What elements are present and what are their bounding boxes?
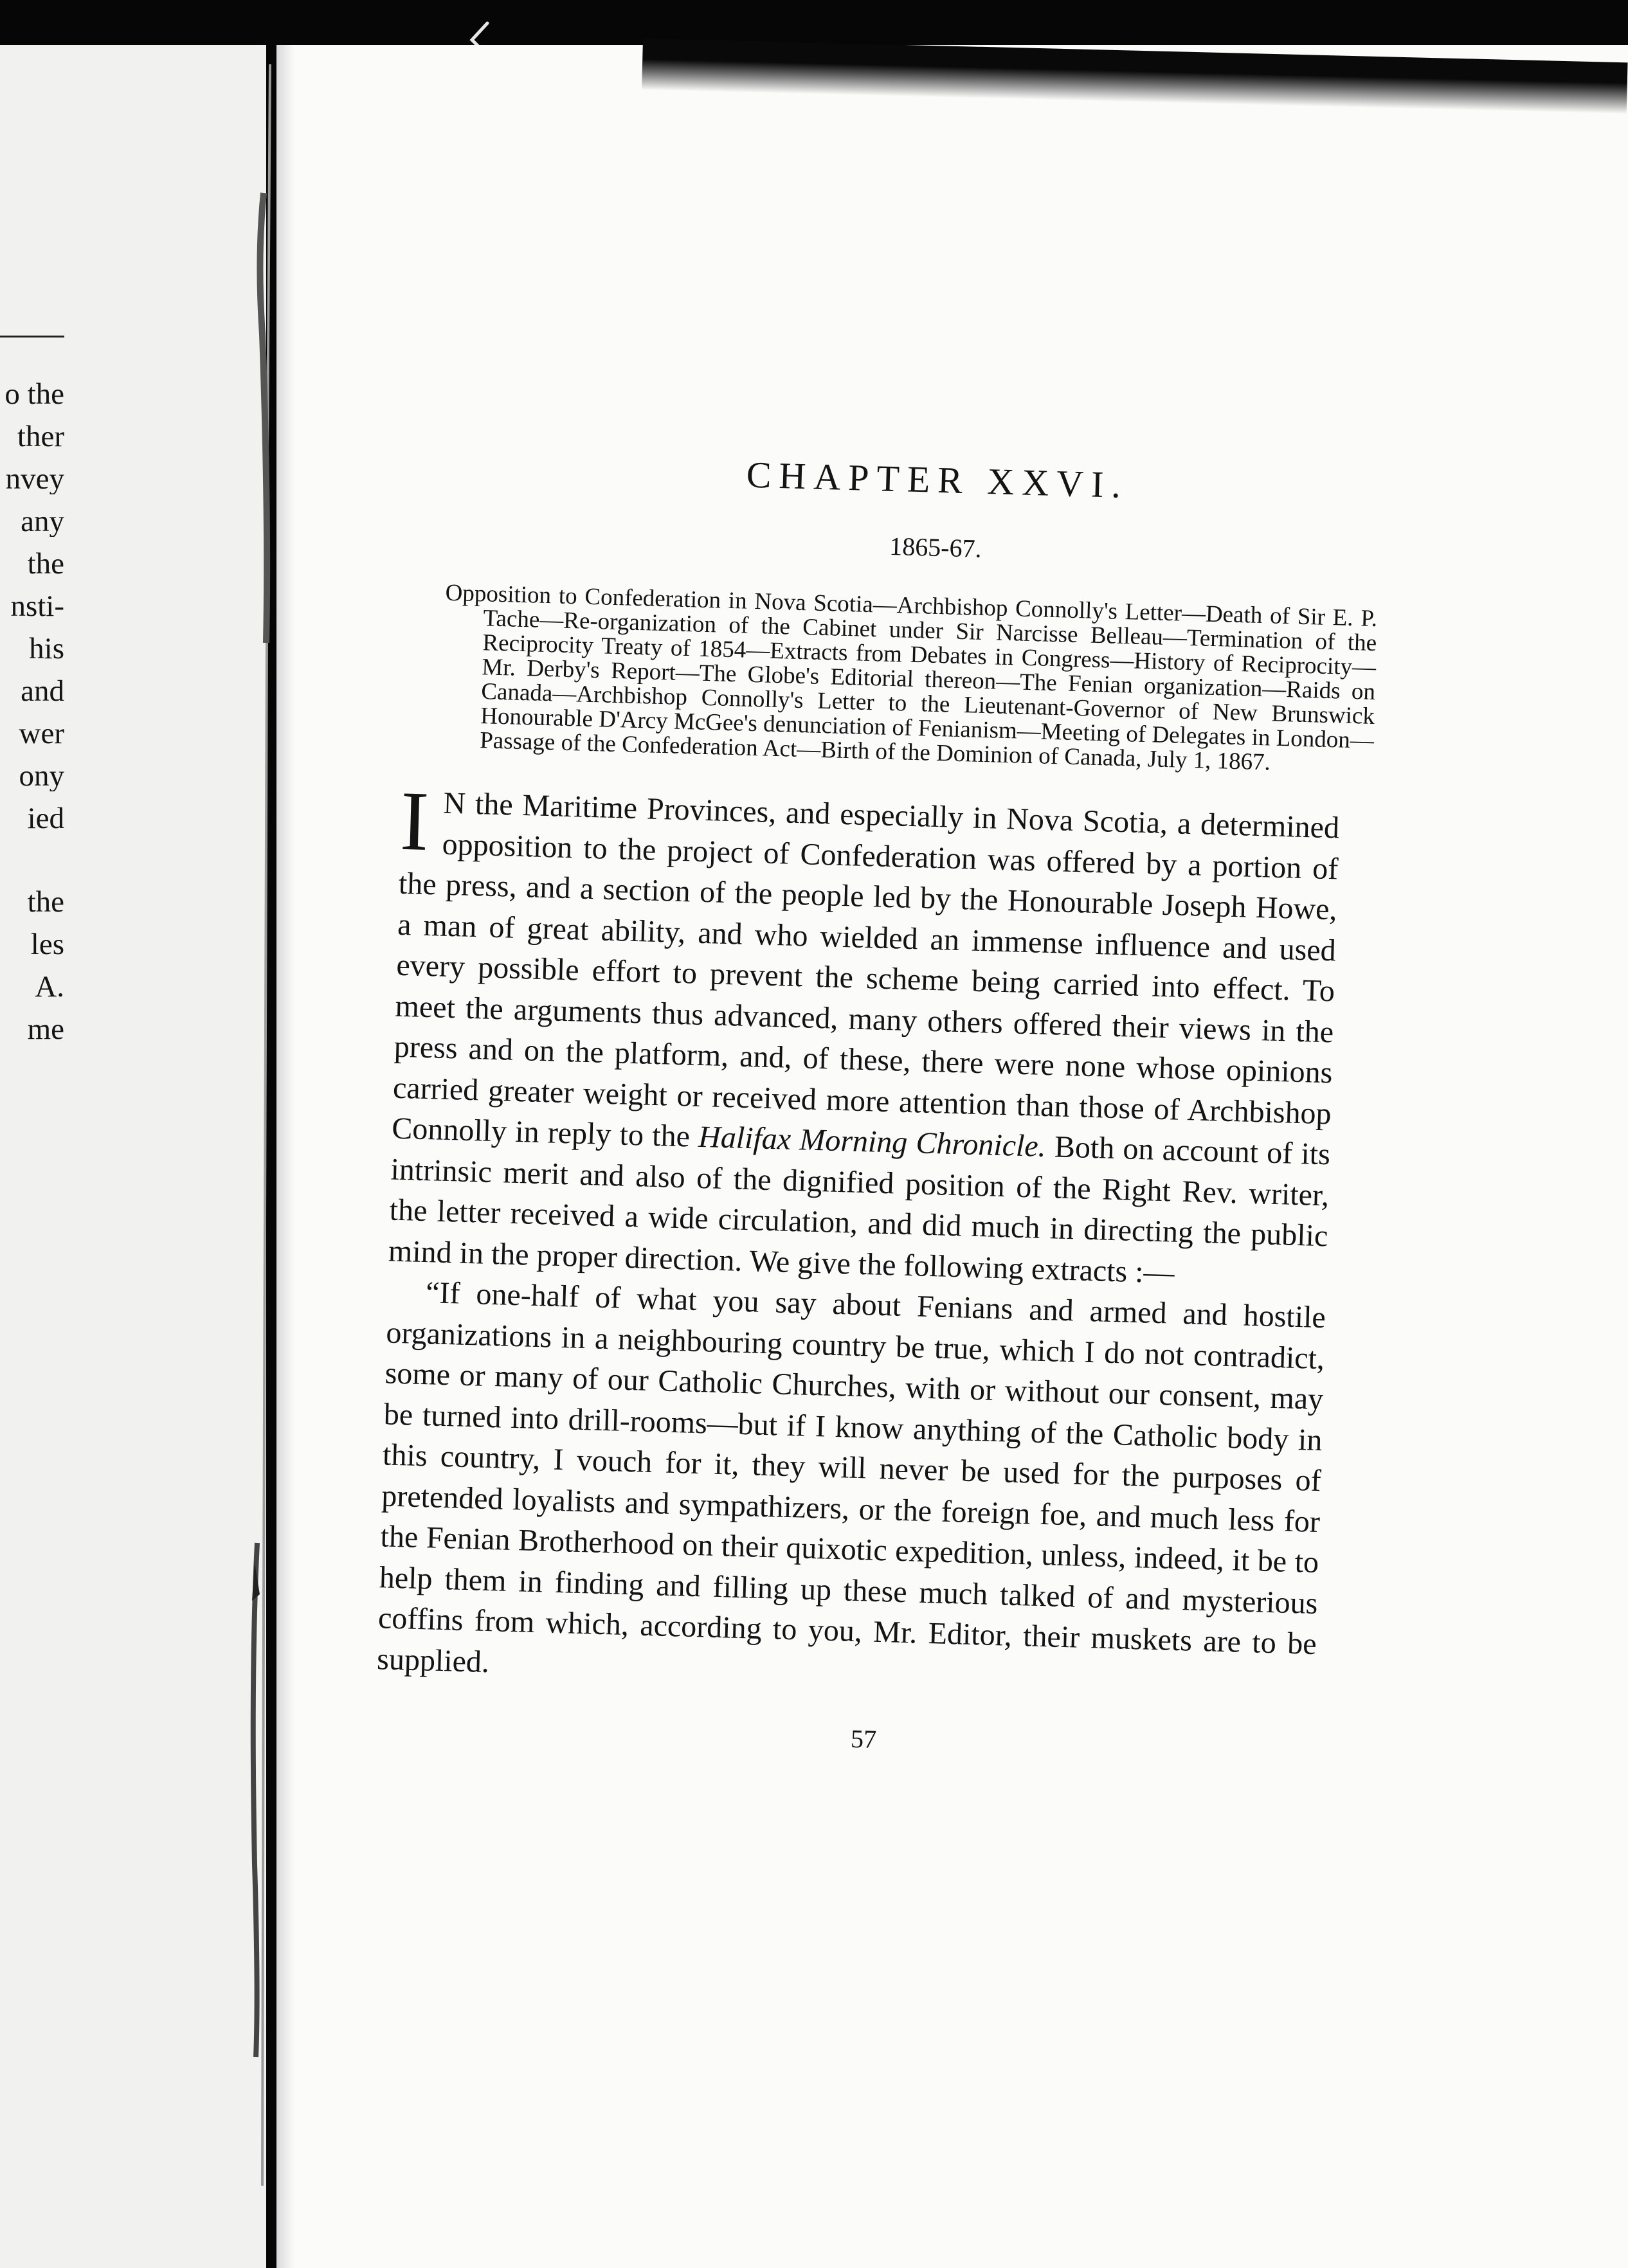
- paragraph: [388, 773, 1340, 1297]
- page-content: [375, 424, 1389, 1768]
- left-line-fragment: his: [29, 634, 64, 664]
- book-gutter: [238, 64, 283, 2186]
- left-line-fragment: les: [30, 930, 64, 960]
- left-line-fragment: me: [27, 1014, 64, 1045]
- left-line-fragment: ther: [17, 422, 64, 452]
- left-line-fragment: the: [27, 887, 64, 917]
- left-line-fragment: wer: [19, 719, 64, 749]
- left-line-fragment: and: [21, 676, 64, 706]
- left-line-fragment: ied: [27, 804, 64, 834]
- left-line-fragment: the: [27, 549, 64, 579]
- left-line-fragment: ony: [19, 761, 64, 791]
- left-line-fragment: o the: [5, 379, 64, 410]
- paragraph-text: Both on account of its intrinsic merit and also of the dignified position of the Right Rev. writer, the letter received a wide circulation, and did much in directing the public mind in the proper direction. We give the following extracts :—: [388, 1129, 1331, 1290]
- left-line-fragment: nsti-: [10, 591, 64, 622]
- page-number: 57: [850, 1724, 877, 1754]
- left-line-fragment: nvey: [5, 464, 64, 494]
- left-line-fragment: A.: [35, 972, 64, 1002]
- paragraph-text: N the Maritime Provinces, and especially in Nova Scotia, a determined opposition to the project of Confederation was offered by a portion of the press, and a section of the people led by the Honourable Joseph Howe, a man of great ability, and who wielded an immense influence and used every possible effort to prevent the scheme being carried into effect. To meet the arguments thus advanced, many others offered their views in the press and on the platform, and, of these, there were none whose opinions carried greater weight or received more attention than those of Archbishop Connolly in reply to the: [391, 786, 1340, 1154]
- chapter-synopsis: Opposition to Confederation in Nova Scotia—Archbishop Connolly's Letter—Death of Sir E. P. Tache—Re-organization of the Cabinet under Sir Narcisse Belleau—Termination of the Reciprocity Treaty of 1854—Extracts from Debates in Congress—History of Reciprocity—Mr. Derby's Report—The Globe's Editorial thereon—The Fenian organization—Raids on Canada—Archbishop Connolly's Letter to the Lieutenant-Governor of New Brunswick Honourable D'Arcy McGee's denunciation of Fenianism—Meeting of Delegates in London—Passage of the Confederation Act—Birth of the Dominion of Canada, July 1, 1867.: [445, 579, 1378, 776]
- chapter-title: CHAPTER XXVI.: [745, 453, 1129, 507]
- paragraph: “If one-half of what you say about Fenians and armed and hostile organizations in a neighbouring country be true, which I do not contradict, some or many of our Catholic Churches, with or without our consent, may be turned into drill-rooms—but if I know anything of the Catholic body in this country, I vouch for it, they will never be used for the purposes of pretended loyalists and sympathizers, or the foreign foe, and much less for the Fenian Brotherhood on their quixotic expedition, unless, indeed, it be to help them in finding and filling up these much talked of and mysterious coffins from which, according to you, Mr. Editor, their muskets are to be supplied.: [376, 1275, 1326, 1679]
- left-page-rule: [0, 336, 64, 338]
- drop-cap: I: [399, 773, 430, 869]
- left-line-fragment: any: [21, 507, 64, 537]
- newspaper-title: Halifax Morning Chronicle.: [698, 1119, 1047, 1164]
- chapter-years: 1865-67.: [889, 531, 982, 563]
- body-text: [376, 773, 1340, 1706]
- left-page: [0, 45, 266, 2268]
